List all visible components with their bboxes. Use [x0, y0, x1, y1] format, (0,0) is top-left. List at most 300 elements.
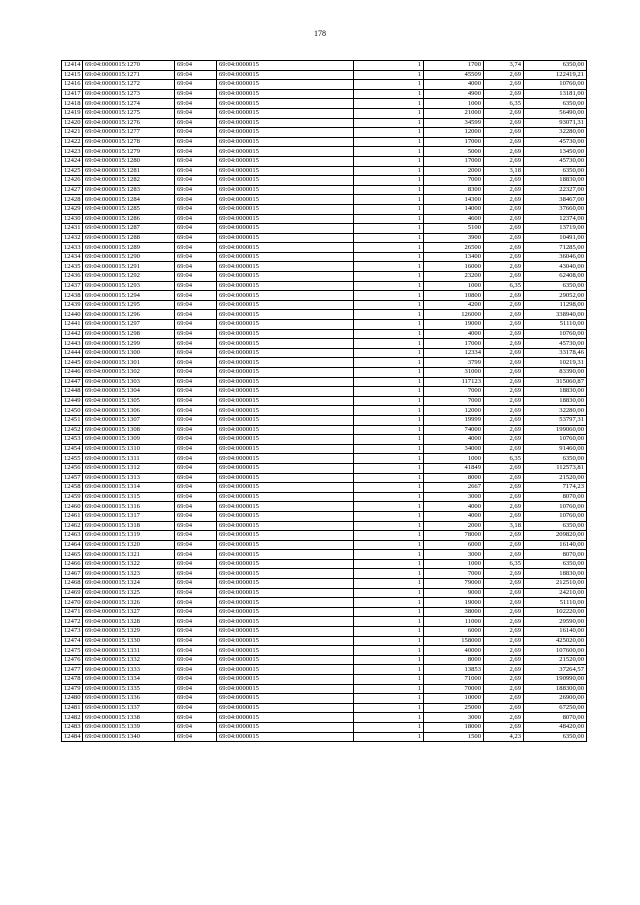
area-cell: 70000 — [424, 684, 484, 694]
district-code-cell: 69:04 — [175, 195, 217, 205]
count-cell: 1 — [354, 61, 424, 71]
row-number-cell: 12452 — [62, 425, 83, 435]
count-cell: 1 — [354, 627, 424, 637]
district-code-cell: 69:04 — [175, 588, 217, 598]
count-cell: 1 — [354, 281, 424, 291]
rate-cell: 2,69 — [484, 415, 524, 425]
area-cell: 12334 — [424, 348, 484, 358]
count-cell: 1 — [354, 463, 424, 473]
cadastral-number-cell: 69:04:0000015:1297 — [83, 320, 175, 330]
table-row — [62, 252, 587, 262]
row-number-cell: 12473 — [62, 627, 83, 637]
amount-cell: 6350,00 — [524, 559, 587, 569]
amount-cell: 122419,21 — [524, 70, 587, 80]
cadastral-quarter-cell: 69:04:0000015 — [217, 598, 354, 608]
table-row — [62, 473, 587, 483]
amount-cell: 26900,00 — [524, 694, 587, 704]
cadastral-number-cell: 69:04:0000015:1299 — [83, 339, 175, 349]
rate-cell: 2,69 — [484, 502, 524, 512]
rate-cell: 3,18 — [484, 166, 524, 176]
count-cell: 1 — [354, 176, 424, 186]
rate-cell: 3,18 — [484, 521, 524, 531]
district-code-cell: 69:04 — [175, 377, 217, 387]
cadastral-quarter-cell: 69:04:0000015 — [217, 339, 354, 349]
amount-cell: 10760,00 — [524, 80, 587, 90]
amount-cell: 91460,00 — [524, 444, 587, 454]
cadastral-quarter-cell: 69:04:0000015 — [217, 540, 354, 550]
table-row — [62, 377, 587, 387]
rate-cell: 2,69 — [484, 348, 524, 358]
rate-cell: 2,69 — [484, 252, 524, 262]
area-cell: 7000 — [424, 569, 484, 579]
rate-cell: 2,69 — [484, 463, 524, 473]
cadastral-quarter-cell: 69:04:0000015 — [217, 329, 354, 339]
count-cell: 1 — [354, 185, 424, 195]
table-row — [62, 415, 587, 425]
count-cell: 1 — [354, 713, 424, 723]
area-cell: 16000 — [424, 262, 484, 272]
cadastral-quarter-cell: 69:04:0000015 — [217, 559, 354, 569]
count-cell: 1 — [354, 243, 424, 253]
row-number-cell: 12457 — [62, 473, 83, 483]
area-cell: 4200 — [424, 300, 484, 310]
district-code-cell: 69:04 — [175, 607, 217, 617]
district-code-cell: 69:04 — [175, 473, 217, 483]
area-cell: 3900 — [424, 233, 484, 243]
table-row — [62, 291, 587, 301]
district-code-cell: 69:04 — [175, 694, 217, 704]
area-cell: 1000 — [424, 559, 484, 569]
table-row — [62, 684, 587, 694]
amount-cell: 45730,00 — [524, 156, 587, 166]
cadastral-number-cell: 69:04:0000015:1326 — [83, 598, 175, 608]
row-number-cell: 12416 — [62, 80, 83, 90]
table-row — [62, 483, 587, 493]
cadastral-number-cell: 69:04:0000015:1338 — [83, 713, 175, 723]
cadastral-number-cell: 69:04:0000015:1328 — [83, 617, 175, 627]
district-code-cell: 69:04 — [175, 243, 217, 253]
table-row — [62, 137, 587, 147]
amount-cell: 8070,00 — [524, 550, 587, 560]
table-row — [62, 444, 587, 454]
district-code-cell: 69:04 — [175, 540, 217, 550]
district-code-cell: 69:04 — [175, 118, 217, 128]
rate-cell: 2,69 — [484, 310, 524, 320]
area-cell: 3000 — [424, 713, 484, 723]
cadastral-number-cell: 69:04:0000015:1279 — [83, 147, 175, 157]
cadastral-number-cell: 69:04:0000015:1280 — [83, 156, 175, 166]
row-number-cell: 12454 — [62, 444, 83, 454]
cadastral-quarter-cell: 69:04:0000015 — [217, 281, 354, 291]
count-cell: 1 — [354, 252, 424, 262]
cadastral-quarter-cell: 69:04:0000015 — [217, 300, 354, 310]
count-cell: 1 — [354, 703, 424, 713]
row-number-cell: 12442 — [62, 329, 83, 339]
amount-cell: 18830,00 — [524, 569, 587, 579]
rate-cell: 2,69 — [484, 224, 524, 234]
cadastral-number-cell: 69:04:0000015:1292 — [83, 272, 175, 282]
table-row — [62, 310, 587, 320]
cadastral-quarter-cell: 69:04:0000015 — [217, 425, 354, 435]
rate-cell: 3,74 — [484, 61, 524, 71]
row-number-cell: 12476 — [62, 655, 83, 665]
area-cell: 4600 — [424, 214, 484, 224]
rate-cell: 2,69 — [484, 320, 524, 330]
amount-cell: 102220,00 — [524, 607, 587, 617]
cadastral-number-cell: 69:04:0000015:1323 — [83, 569, 175, 579]
cadastral-quarter-cell: 69:04:0000015 — [217, 483, 354, 493]
amount-cell: 93071,31 — [524, 118, 587, 128]
amount-cell: 43040,00 — [524, 262, 587, 272]
rate-cell: 2,69 — [484, 607, 524, 617]
cadastral-quarter-cell: 69:04:0000015 — [217, 99, 354, 109]
amount-cell: 29052,00 — [524, 291, 587, 301]
amount-cell: 45730,00 — [524, 137, 587, 147]
cadastral-quarter-cell: 69:04:0000015 — [217, 722, 354, 732]
row-number-cell: 12437 — [62, 281, 83, 291]
count-cell: 1 — [354, 358, 424, 368]
cadastral-quarter-cell: 69:04:0000015 — [217, 89, 354, 99]
district-code-cell: 69:04 — [175, 61, 217, 71]
table-row — [62, 339, 587, 349]
amount-cell: 425020,00 — [524, 636, 587, 646]
count-cell: 1 — [354, 300, 424, 310]
rate-cell: 2,69 — [484, 204, 524, 214]
area-cell: 3000 — [424, 492, 484, 502]
district-code-cell: 69:04 — [175, 252, 217, 262]
district-code-cell: 69:04 — [175, 214, 217, 224]
area-cell: 12000 — [424, 128, 484, 138]
table-row — [62, 387, 587, 397]
area-cell: 158000 — [424, 636, 484, 646]
area-cell: 38000 — [424, 607, 484, 617]
cadastral-quarter-cell: 69:04:0000015 — [217, 655, 354, 665]
cadastral-number-cell: 69:04:0000015:1298 — [83, 329, 175, 339]
amount-cell: 212510,00 — [524, 579, 587, 589]
area-cell: 79000 — [424, 579, 484, 589]
cadastral-number-cell: 69:04:0000015:1331 — [83, 646, 175, 656]
row-number-cell: 12484 — [62, 732, 83, 742]
rate-cell: 2,69 — [484, 377, 524, 387]
area-cell: 19000 — [424, 320, 484, 330]
count-cell: 1 — [354, 665, 424, 675]
area-cell: 2000 — [424, 521, 484, 531]
district-code-cell: 69:04 — [175, 310, 217, 320]
cadastral-quarter-cell: 69:04:0000015 — [217, 444, 354, 454]
area-cell: 1500 — [424, 732, 484, 742]
district-code-cell: 69:04 — [175, 655, 217, 665]
district-code-cell: 69:04 — [175, 463, 217, 473]
cadastral-number-cell: 69:04:0000015:1319 — [83, 531, 175, 541]
district-code-cell: 69:04 — [175, 99, 217, 109]
district-code-cell: 69:04 — [175, 185, 217, 195]
district-code-cell: 69:04 — [175, 339, 217, 349]
table-row — [62, 559, 587, 569]
count-cell: 1 — [354, 204, 424, 214]
table-row — [62, 713, 587, 723]
cadastral-number-cell: 69:04:0000015:1303 — [83, 377, 175, 387]
count-cell: 1 — [354, 550, 424, 560]
row-number-cell: 12426 — [62, 176, 83, 186]
row-number-cell: 12425 — [62, 166, 83, 176]
cadastral-number-cell: 69:04:0000015:1291 — [83, 262, 175, 272]
cadastral-number-cell: 69:04:0000015:1318 — [83, 521, 175, 531]
row-number-cell: 12417 — [62, 89, 83, 99]
cadastral-number-cell: 69:04:0000015:1312 — [83, 463, 175, 473]
cadastral-quarter-cell: 69:04:0000015 — [217, 214, 354, 224]
rate-cell: 2,69 — [484, 579, 524, 589]
area-cell: 4900 — [424, 89, 484, 99]
cadastral-quarter-cell: 69:04:0000015 — [217, 291, 354, 301]
amount-cell: 16140,00 — [524, 627, 587, 637]
cadastral-quarter-cell: 69:04:0000015 — [217, 550, 354, 560]
count-cell: 1 — [354, 70, 424, 80]
area-cell: 19000 — [424, 598, 484, 608]
rate-cell: 2,69 — [484, 531, 524, 541]
district-code-cell: 69:04 — [175, 502, 217, 512]
rate-cell: 2,69 — [484, 80, 524, 90]
count-cell: 1 — [354, 368, 424, 378]
cadastral-quarter-cell: 69:04:0000015 — [217, 463, 354, 473]
rate-cell: 2,69 — [484, 137, 524, 147]
table-row — [62, 368, 587, 378]
cadastral-quarter-cell: 69:04:0000015 — [217, 80, 354, 90]
cadastral-number-cell: 69:04:0000015:1282 — [83, 176, 175, 186]
cadastral-quarter-cell: 69:04:0000015 — [217, 233, 354, 243]
row-number-cell: 12428 — [62, 195, 83, 205]
count-cell: 1 — [354, 99, 424, 109]
amount-cell: 37660,00 — [524, 204, 587, 214]
table-row — [62, 502, 587, 512]
count-cell: 1 — [354, 272, 424, 282]
table-row — [62, 540, 587, 550]
row-number-cell: 12456 — [62, 463, 83, 473]
row-number-cell: 12448 — [62, 387, 83, 397]
rate-cell: 4,23 — [484, 732, 524, 742]
cadastral-number-cell: 69:04:0000015:1333 — [83, 665, 175, 675]
area-cell: 41849 — [424, 463, 484, 473]
count-cell: 1 — [354, 147, 424, 157]
row-number-cell: 12477 — [62, 665, 83, 675]
district-code-cell: 69:04 — [175, 425, 217, 435]
area-cell: 21000 — [424, 108, 484, 118]
cadastral-quarter-cell: 69:04:0000015 — [217, 128, 354, 138]
row-number-cell: 12464 — [62, 540, 83, 550]
district-code-cell: 69:04 — [175, 204, 217, 214]
row-number-cell: 12429 — [62, 204, 83, 214]
cadastral-number-cell: 69:04:0000015:1320 — [83, 540, 175, 550]
amount-cell: 48420,00 — [524, 722, 587, 732]
amount-cell: 45730,00 — [524, 339, 587, 349]
district-code-cell: 69:04 — [175, 454, 217, 464]
cadastral-quarter-cell: 69:04:0000015 — [217, 694, 354, 704]
district-code-cell: 69:04 — [175, 396, 217, 406]
amount-cell: 6350,00 — [524, 166, 587, 176]
cadastral-number-cell: 69:04:0000015:1301 — [83, 358, 175, 368]
cadastral-quarter-cell: 69:04:0000015 — [217, 156, 354, 166]
rate-cell: 2,69 — [484, 156, 524, 166]
row-number-cell: 12443 — [62, 339, 83, 349]
table-row — [62, 70, 587, 80]
amount-cell: 8070,00 — [524, 713, 587, 723]
rate-cell: 2,69 — [484, 291, 524, 301]
cadastral-number-cell: 69:04:0000015:1302 — [83, 368, 175, 378]
table-row — [62, 511, 587, 521]
rate-cell: 2,69 — [484, 550, 524, 560]
cadastral-number-cell: 69:04:0000015:1340 — [83, 732, 175, 742]
area-cell: 8300 — [424, 185, 484, 195]
row-number-cell: 12435 — [62, 262, 83, 272]
district-code-cell: 69:04 — [175, 483, 217, 493]
cadastral-quarter-cell: 69:04:0000015 — [217, 118, 354, 128]
area-cell: 1000 — [424, 454, 484, 464]
amount-cell: 209820,00 — [524, 531, 587, 541]
rate-cell: 2,69 — [484, 617, 524, 627]
table-row — [62, 166, 587, 176]
cadastral-quarter-cell: 69:04:0000015 — [217, 348, 354, 358]
area-cell: 17000 — [424, 156, 484, 166]
row-number-cell: 12449 — [62, 396, 83, 406]
cadastral-quarter-cell: 69:04:0000015 — [217, 684, 354, 694]
amount-cell: 10760,00 — [524, 502, 587, 512]
cadastral-quarter-cell: 69:04:0000015 — [217, 166, 354, 176]
amount-cell: 315060,87 — [524, 377, 587, 387]
row-number-cell: 12439 — [62, 300, 83, 310]
area-cell: 45509 — [424, 70, 484, 80]
table-row — [62, 272, 587, 282]
area-cell: 74000 — [424, 425, 484, 435]
count-cell: 1 — [354, 454, 424, 464]
rate-cell: 2,69 — [484, 713, 524, 723]
row-number-cell: 12482 — [62, 713, 83, 723]
rate-cell: 2,69 — [484, 233, 524, 243]
row-number-cell: 12483 — [62, 722, 83, 732]
table-row — [62, 636, 587, 646]
area-cell: 1000 — [424, 281, 484, 291]
count-cell: 1 — [354, 291, 424, 301]
cadastral-quarter-cell: 69:04:0000015 — [217, 521, 354, 531]
cadastral-quarter-cell: 69:04:0000015 — [217, 176, 354, 186]
amount-cell: 10219,31 — [524, 358, 587, 368]
district-code-cell: 69:04 — [175, 358, 217, 368]
count-cell: 1 — [354, 588, 424, 598]
area-cell: 9000 — [424, 588, 484, 598]
table-row — [62, 156, 587, 166]
cadastral-number-cell: 69:04:0000015:1306 — [83, 406, 175, 416]
rate-cell: 2,69 — [484, 89, 524, 99]
cadastral-quarter-cell: 69:04:0000015 — [217, 492, 354, 502]
cadastral-quarter-cell: 69:04:0000015 — [217, 617, 354, 627]
cadastral-number-cell: 69:04:0000015:1316 — [83, 502, 175, 512]
count-cell: 1 — [354, 339, 424, 349]
amount-cell: 6350,00 — [524, 99, 587, 109]
rate-cell: 2,69 — [484, 387, 524, 397]
area-cell: 10800 — [424, 291, 484, 301]
table-row — [62, 492, 587, 502]
cadastral-number-cell: 69:04:0000015:1314 — [83, 483, 175, 493]
area-cell: 13400 — [424, 252, 484, 262]
count-cell: 1 — [354, 655, 424, 665]
count-cell: 1 — [354, 348, 424, 358]
count-cell: 1 — [354, 377, 424, 387]
area-cell: 4000 — [424, 329, 484, 339]
parcel-registry-table — [61, 60, 587, 742]
table-row — [62, 646, 587, 656]
amount-cell: 16140,00 — [524, 540, 587, 550]
row-number-cell: 12446 — [62, 368, 83, 378]
row-number-cell: 12430 — [62, 214, 83, 224]
area-cell: 1700 — [424, 61, 484, 71]
rate-cell: 2,69 — [484, 646, 524, 656]
amount-cell: 18830,00 — [524, 396, 587, 406]
count-cell: 1 — [354, 80, 424, 90]
district-code-cell: 69:04 — [175, 348, 217, 358]
district-code-cell: 69:04 — [175, 636, 217, 646]
row-number-cell: 12436 — [62, 272, 83, 282]
district-code-cell: 69:04 — [175, 128, 217, 138]
table-row — [62, 204, 587, 214]
amount-cell: 11298,00 — [524, 300, 587, 310]
district-code-cell: 69:04 — [175, 320, 217, 330]
district-code-cell: 69:04 — [175, 89, 217, 99]
area-cell: 19999 — [424, 415, 484, 425]
count-cell: 1 — [354, 694, 424, 704]
count-cell: 1 — [354, 89, 424, 99]
count-cell: 1 — [354, 598, 424, 608]
count-cell: 1 — [354, 502, 424, 512]
district-code-cell: 69:04 — [175, 166, 217, 176]
amount-cell: 18830,00 — [524, 176, 587, 186]
district-code-cell: 69:04 — [175, 713, 217, 723]
area-cell: 4000 — [424, 435, 484, 445]
rate-cell: 2,69 — [484, 339, 524, 349]
table-row — [62, 655, 587, 665]
table-row — [62, 454, 587, 464]
rate-cell: 2,69 — [484, 665, 524, 675]
row-number-cell: 12479 — [62, 684, 83, 694]
cadastral-number-cell: 69:04:0000015:1275 — [83, 108, 175, 118]
area-cell: 17000 — [424, 137, 484, 147]
area-cell: 5100 — [424, 224, 484, 234]
cadastral-quarter-cell: 69:04:0000015 — [217, 70, 354, 80]
count-cell: 1 — [354, 483, 424, 493]
area-cell: 18000 — [424, 722, 484, 732]
area-cell: 1000 — [424, 99, 484, 109]
district-code-cell: 69:04 — [175, 617, 217, 627]
row-number-cell: 12451 — [62, 415, 83, 425]
amount-cell: 29590,00 — [524, 617, 587, 627]
rate-cell: 2,69 — [484, 598, 524, 608]
cadastral-number-cell: 69:04:0000015:1327 — [83, 607, 175, 617]
cadastral-number-cell: 69:04:0000015:1272 — [83, 80, 175, 90]
area-cell: 7000 — [424, 387, 484, 397]
cadastral-number-cell: 69:04:0000015:1276 — [83, 118, 175, 128]
rate-cell: 2,69 — [484, 722, 524, 732]
row-number-cell: 12418 — [62, 99, 83, 109]
area-cell: 71000 — [424, 675, 484, 685]
rate-cell: 6,35 — [484, 454, 524, 464]
cadastral-quarter-cell: 69:04:0000015 — [217, 607, 354, 617]
amount-cell: 51110,00 — [524, 598, 587, 608]
area-cell: 31000 — [424, 368, 484, 378]
cadastral-quarter-cell: 69:04:0000015 — [217, 732, 354, 742]
row-number-cell: 12450 — [62, 406, 83, 416]
area-cell: 12000 — [424, 406, 484, 416]
rate-cell: 2,69 — [484, 329, 524, 339]
cadastral-quarter-cell: 69:04:0000015 — [217, 108, 354, 118]
cadastral-quarter-cell: 69:04:0000015 — [217, 636, 354, 646]
district-code-cell: 69:04 — [175, 722, 217, 732]
